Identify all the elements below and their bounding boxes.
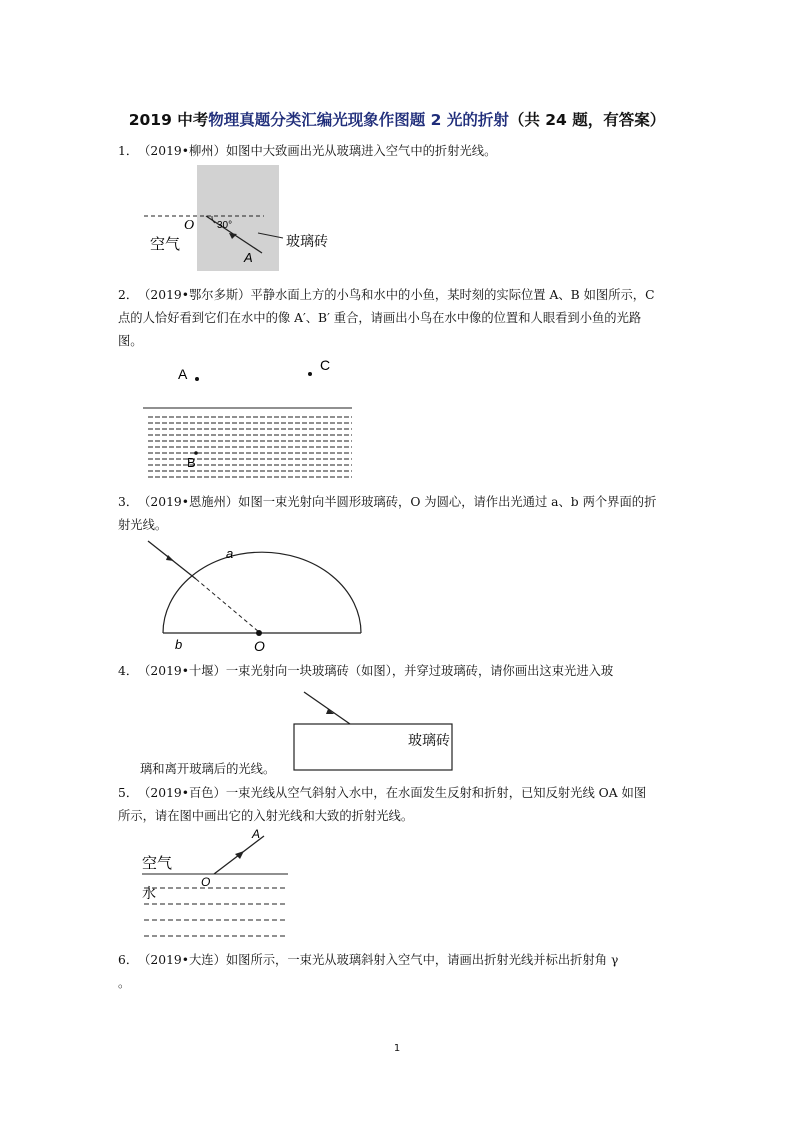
question-text-end: 。 bbox=[118, 976, 131, 990]
question-text: （2019•柳州）如图中大致画出光从玻璃进入空气中的折射光线。 bbox=[138, 144, 497, 158]
question-3 bbox=[118, 491, 658, 537]
label-A: A bbox=[244, 250, 253, 265]
question-5 bbox=[118, 782, 658, 828]
label-air: 空气 bbox=[150, 236, 181, 253]
label-A: A bbox=[178, 366, 188, 382]
question-1 bbox=[118, 140, 658, 163]
figure-1 bbox=[140, 163, 370, 275]
label-air: 空气 bbox=[142, 855, 173, 872]
question-text: （2019•十堰）一束光射向一块玻璃砖（如图），并穿过玻璃砖，请你画出这束光进入玻 bbox=[138, 664, 614, 678]
title-prefix: 2019 中考 bbox=[128, 111, 209, 129]
question-number: 4． bbox=[118, 664, 139, 678]
question-text: （2019•大连）如图所示，一束光从玻璃斜射入空气中，请画出折射光线并标出折射角 γ bbox=[138, 953, 619, 967]
center-point bbox=[256, 630, 262, 636]
water-lines bbox=[144, 888, 288, 936]
question-number: 1． bbox=[118, 144, 139, 158]
question-4 bbox=[118, 660, 658, 683]
title-suffix: （共 24 题，有答案） bbox=[508, 111, 666, 129]
title-main: 物理真题分类汇编光现象作图题 2 光的折射 bbox=[208, 111, 509, 129]
point-A bbox=[195, 377, 199, 381]
label-glass: 玻璃砖 bbox=[408, 732, 450, 748]
figure-5 bbox=[140, 826, 295, 944]
point-C bbox=[308, 372, 312, 376]
label-glass: 玻璃砖 bbox=[286, 233, 328, 249]
water-lines bbox=[148, 417, 352, 477]
page-title bbox=[0, 108, 794, 130]
semicircle-arc bbox=[163, 552, 361, 633]
label-b: b bbox=[175, 637, 183, 652]
label-C: C bbox=[320, 357, 331, 373]
label-O: O bbox=[254, 638, 265, 654]
question-2 bbox=[118, 284, 658, 353]
question-text: 璃和离开玻璃后的光线。 bbox=[140, 762, 276, 776]
dashed-path bbox=[196, 579, 259, 632]
label-O: O bbox=[184, 218, 195, 233]
question-text: （2019•恩施州）如图一束光射向半圆形玻璃砖，O 为圆心，请作出光通过 a、b 两个界面的折射光线。 bbox=[118, 495, 657, 532]
question-number: 5． bbox=[118, 786, 139, 800]
label-angle: 30° bbox=[217, 220, 233, 231]
figure-2 bbox=[140, 355, 360, 485]
question-number: 6． bbox=[118, 953, 139, 967]
question-number: 2． bbox=[118, 288, 139, 302]
question-6 bbox=[118, 949, 658, 995]
question-text: （2019•百色）一束光线从空气斜射入水中，在水面发生反射和折射，已知反射光线 OA 如图所示，请在图中画出它的入射光线和大致的折射光线。 bbox=[118, 786, 647, 823]
label-water: 水 bbox=[142, 885, 156, 901]
label-a: a bbox=[226, 546, 234, 561]
figure-3 bbox=[140, 537, 372, 655]
page-number: 1 bbox=[393, 1043, 401, 1054]
label-A: A bbox=[252, 827, 261, 841]
label-O: O bbox=[201, 875, 211, 889]
question-number: 3． bbox=[118, 495, 139, 509]
label-B: B bbox=[187, 455, 196, 470]
question-text: （2019•鄂尔多斯）平静水面上方的小鸟和水中的小鱼，某时刻的实际位置 A、B 如图所示，C 点的人恰好看到它们在水中的像 A′、B′ 重合，请画出小鸟在水中像的位置和人眼看到小鱼的光路图。 bbox=[118, 288, 655, 348]
incident-ray bbox=[304, 692, 350, 724]
question-4-continued bbox=[140, 758, 680, 781]
